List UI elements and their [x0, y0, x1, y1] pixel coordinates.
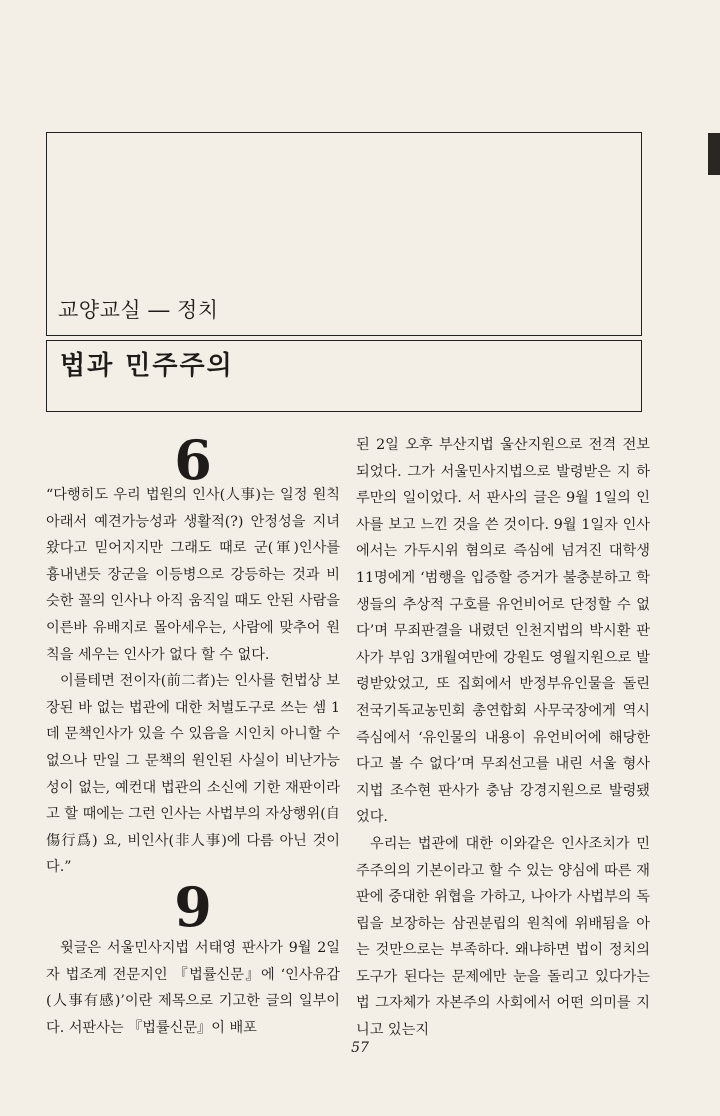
open-quote-mark: 6 — [174, 428, 212, 492]
body-paragraph-1: 윗글은 서울민사지법 서태영 판사가 9월 2일자 법조계 전문지인 『법률신문』에 ‘인사유감(人事有感)’이란 제목으로 기고한 글의 일부이다. 서판사는 『법률신문』이 배포 — [46, 939, 340, 1036]
quote-paragraph-1: “다행히도 우리 법원의 인사(人事)는 일정 원칙 아래서 예견가능성과 생활적(?) 안정성을 지녀왔다고 믿어지지만 그래도 때로 군(軍)인사를 흉내낸듯 장군을 이등병으로 강등하는 것과 비슷한 꼴의 인사나 아직 움직일 때도 안된 사람을 이른바 유배지로 몰아세우는, 사람에 맞추어 원칙을 세우는 인사가 없다 할 수 없다. — [46, 487, 340, 663]
body-paragraph-2: 된 2일 오후 부산지법 울산지원으로 전격 전보되었다. 그가 서울민사지법으로 발령받은 지 하루만의 일이었다. 서 판사의 글은 9월 1일의 인사를 보고 느낀 것을 쓴 것이다. 9월 1일자 인사에서는 가두시위 혐의로 즉심에 넘겨진 대학생 11명에게 ‘범행을 입증할 증거가 불충분하고 학생들의 추상적 구호를 유언비어로 단정할 수 없다’며 무죄판결을 내렸던 인천지법의 박시환 판사가 부임 3개월여만에 강원도 영월지원으로 발령받았었고, 또 집회에서 반정부유인물을 돌린 전국기독교농민회 총연합회 사무국장에게 역시 즉심에서 ‘유인물의 내용이 유언비어에 해당한다고 볼 수 없다’며 무죄선고를 내린 서울 형사지법 조수현 판사가 충남 강경지원으로 발령됐었다. — [356, 437, 650, 826]
section-label: 교양교실 ― 정치 — [58, 298, 219, 322]
close-quote-mark: 9 — [174, 874, 212, 939]
article-title: 법과 민주주의 — [60, 351, 234, 381]
body-paragraph-3: 우리는 법관에 대한 이와같은 인사조치가 민주주의의 기본이라고 할 수 있는 양심에 따른 재판에 중대한 위협을 가하고, 나아가 사법부의 독립을 보장하는 삼권분립의 원칙에 위배됨을 아는 것만으로는 부족하다. 왜냐하면 법이 정치의 도구가 된다는 문제에만 눈을 돌리고 있다가는 법 그자체가 자본주의 사회에서 어떤 의미를 지니고 있는지 — [356, 835, 650, 1039]
page-number: 57 — [351, 1040, 369, 1056]
page-edge-tab — [708, 133, 720, 175]
left-column — [46, 428, 340, 1041]
right-column — [356, 432, 650, 1044]
quote-paragraph-2: 이를테면 전이자(前二者)는 인사를 헌법상 보장된 바 없는 법관에 대한 처벌도구로 쓰는 셈 1데 문책인사가 있을 수 있음을 시인치 아니할 수 없으나 만일 그 문책의 원인된 사실이 비난가능성이 없는, 예컨대 법관의 소신에 기한 재판이라고 할 때에는 그런 인사는 사법부의 자상행위(自傷行爲) 요, 비인사(非人事)에 다름 아닌 것이다.” — [46, 673, 340, 876]
